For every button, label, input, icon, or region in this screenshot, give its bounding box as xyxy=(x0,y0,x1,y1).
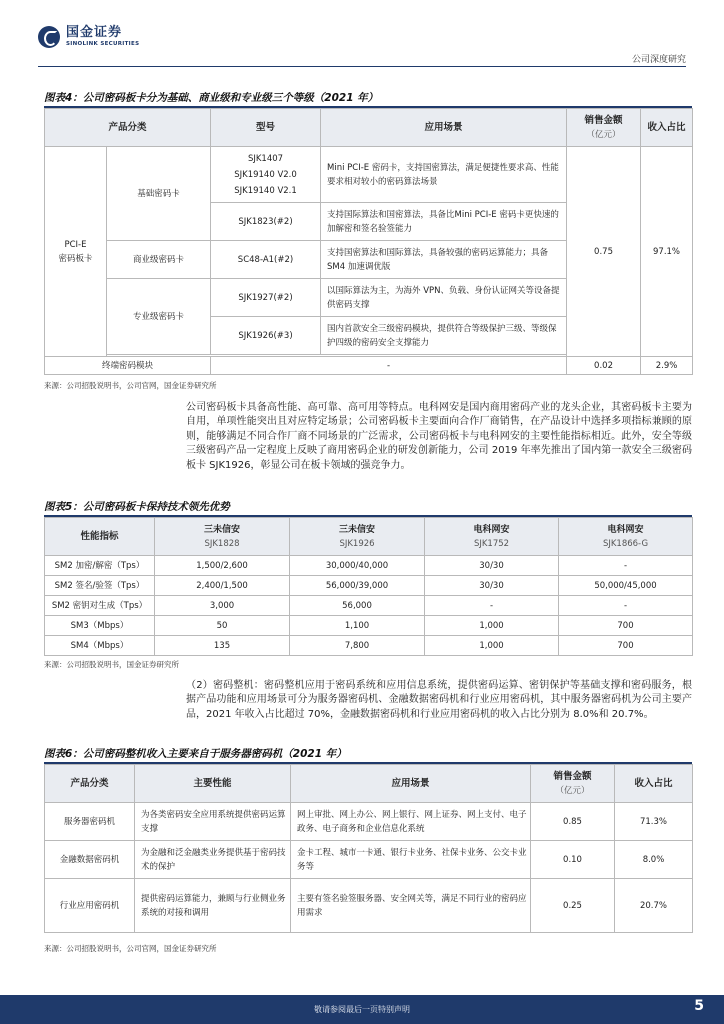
fig4-sjk1927-model: SJK1927(#2) xyxy=(211,279,321,317)
table-row xyxy=(45,357,693,375)
company-logo xyxy=(38,26,139,48)
fig6-scene: 网上审批、网上办公、网上银行、网上证券、网上支付、电子政务、电子商务和企业信息化系统 xyxy=(291,803,531,841)
table-row xyxy=(45,596,693,616)
fig5-cell: 30/30 xyxy=(425,556,559,576)
fig5-col-2 xyxy=(290,518,425,556)
fig5-col-3-model: SJK1752 xyxy=(473,538,510,549)
fig4-sjk1823-model: SJK1823(#2) xyxy=(211,203,321,241)
fig4-header-sales xyxy=(567,109,641,147)
fig6-source: 来源：公司招股说明书，公司官网，国金证券研究所 xyxy=(44,944,217,953)
fig6-performance: 为各类密码安全应用系统提供密码运算支撑 xyxy=(135,803,291,841)
fig6-share: 20.7% xyxy=(615,879,693,933)
table-row xyxy=(45,616,693,636)
fig4-category-pcie: PCI-E 密码板卡 xyxy=(45,147,107,357)
fig5-metric: SM2 加密/解密（Tps） xyxy=(45,556,155,576)
table-row xyxy=(45,147,693,203)
fig4-business-scene: 支持国密算法和国际算法，具备较强的密码运算能力；具备 SM4 加速调优版 xyxy=(321,241,567,279)
fig6-header-sales xyxy=(531,765,615,803)
fig4-terminal-label: 终端密码模块 xyxy=(45,357,211,375)
fig5-col-3-vendor: 电科网安 xyxy=(473,524,510,535)
fig4-source: 来源：公司招股说明书，公司官网，国金证券研究所 xyxy=(44,381,217,390)
fig6-scene: 主要有签名验签服务器、安全网关等，满足不同行业的密码应用需求 xyxy=(291,879,531,933)
fig5-col-4-vendor: 电科网安 xyxy=(607,524,644,535)
table-row xyxy=(45,636,693,656)
fig4-business-model: SC48-A1(#2) xyxy=(211,241,321,279)
fig5-cell: - xyxy=(559,596,693,616)
fig6-header-performance: 主要性能 xyxy=(135,765,291,803)
fig4-sjk1926-model: SJK1926(#3) xyxy=(211,317,321,355)
fig6-sales: 0.10 xyxy=(531,841,615,879)
body-paragraph-2: （2）密码整机：密码整机应用于密码系统和应用信息系统，提供密码运算、密钥保护等基础支撑和密码服务，根据产品功能和应用场景可分为服务器密码机、金融数据密码机和行业应用密码机，其中服务器密码机为公司主要产品，2021 年收入占比超过 70%，金融数据密码机和行业应用密码机的收入占比分别为 8.0%和 20.7%。 xyxy=(186,680,692,720)
logo-en: SINOLINK SECURITIES xyxy=(66,41,140,47)
fig5-cell: 56,000 xyxy=(290,596,425,616)
fig4-sjk1926-scene: 国内首款安全三级密码模块，提供符合等级保护三级、等级保护四级的密码安全支撑能力 xyxy=(321,317,567,355)
fig6-header-row xyxy=(45,765,693,803)
fig6-header-share: 收入占比 xyxy=(615,765,693,803)
fig5-metric: SM2 签名/验签（Tps） xyxy=(45,576,155,596)
fig6-header-scene: 应用场景 xyxy=(291,765,531,803)
footer-disclaimer: 敬请参阅最后一页特别声明 xyxy=(314,1005,410,1014)
fig6-header-category: 产品分类 xyxy=(45,765,135,803)
table-row xyxy=(45,841,693,879)
fig6-performance: 为金融和泛金融类业务提供基于密码技术的保护 xyxy=(135,841,291,879)
fig6-table xyxy=(44,764,693,933)
fig5-cell: - xyxy=(425,596,559,616)
fig6-title: 图表6：公司密码整机收入主要来自于服务器密码机（2021 年） xyxy=(44,748,347,760)
fig5-col-3 xyxy=(425,518,559,556)
logo-mark-icon xyxy=(38,26,60,48)
fig4-sjk1823-scene: 支持国际算法和国密算法，具备比Mini PCI-E 密码卡更快速的加解密和签名验签能力 xyxy=(321,203,567,241)
fig5-cell: 1,100 xyxy=(290,616,425,636)
fig6-share: 71.3% xyxy=(615,803,693,841)
fig5-cell: 7,800 xyxy=(290,636,425,656)
fig6-sales: 0.25 xyxy=(531,879,615,933)
fig5-col-1-vendor: 三未信安 xyxy=(203,524,240,535)
fig5-cell: 700 xyxy=(559,616,693,636)
fig4-terminal-scene: - xyxy=(211,357,567,375)
logo-cn: 国金证券 xyxy=(66,25,123,40)
table-row xyxy=(45,576,693,596)
header-divider xyxy=(38,66,686,67)
fig4-sjk1927-scene: 以国际算法为主，为海外 VPN、负载、身份认证网关等设备提供密码支撑 xyxy=(321,279,567,317)
fig5-col-2-model: SJK1926 xyxy=(339,538,375,549)
fig5-col-1 xyxy=(155,518,290,556)
fig6-share: 8.0% xyxy=(615,841,693,879)
fig4-pcie-share: 97.1% xyxy=(641,147,693,357)
fig4-header-sales-label: 销售金额 xyxy=(584,114,623,126)
fig5-cell: 1,000 xyxy=(425,616,559,636)
fig4-terminal-sales: 0.02 xyxy=(567,357,641,375)
fig4-header-category: 产品分类 xyxy=(45,109,211,147)
fig5-cell: 3,000 xyxy=(155,596,290,616)
fig5-cell: 50,000/45,000 xyxy=(559,576,693,596)
fig4-title: 图表4：公司密码板卡分为基础、商业级和专业级三个等级（2021 年） xyxy=(44,92,379,104)
fig6-performance: 提供密码运算能力，兼顾与行业侧业务系统的对接和调用 xyxy=(135,879,291,933)
fig4-header-share: 收入占比 xyxy=(641,109,693,147)
fig5-col-4-model: SJK1866-G xyxy=(602,538,649,549)
fig4-pro-label: 专业级密码卡 xyxy=(107,279,211,355)
fig5-source: 来源：公司招股说明书，国金证券研究所 xyxy=(44,660,179,669)
fig5-cell: 50 xyxy=(155,616,290,636)
fig5-col-4 xyxy=(559,518,693,556)
table-row xyxy=(45,879,693,933)
fig5-col-1-model: SJK1828 xyxy=(204,538,240,549)
fig4-header-scene: 应用场景 xyxy=(321,109,567,147)
fig4-basic-scene: Mini PCI-E 密码卡，支持国密算法，满足便捷性要求高、性能要求相对较小的密码算法场景 xyxy=(321,147,567,203)
fig4-basic-models: SJK1407 SJK19140 V2.0 SJK19140 V2.1 xyxy=(211,147,321,203)
fig5-title: 图表5：公司密码板卡保持技术领先优势 xyxy=(44,501,230,513)
fig4-table xyxy=(44,108,693,375)
fig5-cell: 30,000/40,000 xyxy=(290,556,425,576)
fig4-header-row xyxy=(45,109,693,147)
fig5-cell: 1,000 xyxy=(425,636,559,656)
fig4-pcie-sales: 0.75 xyxy=(567,147,641,357)
fig6-category: 金融数据密码机 xyxy=(45,841,135,879)
fig4-business-label: 商业级密码卡 xyxy=(107,241,211,279)
fig5-metric: SM4（Mbps） xyxy=(45,636,155,656)
fig6-scene: 金卡工程、城市一卡通、银行卡业务、社保卡业务、公交卡业务等 xyxy=(291,841,531,879)
fig5-cell: 135 xyxy=(155,636,290,656)
fig6-sales: 0.85 xyxy=(531,803,615,841)
body-paragraph-1: 公司密码板卡具备高性能、高可靠、高可用等特点。电科网安是国内商用密码产业的龙头企业，其密码板卡主要为自用，单项性能突出且对应特定场景；公司密码板卡主要面向合作厂商销售，在产品设计中选择多项指标兼顾的原则，能够满足不同合作厂商不同场景的广泛需求，公司密码板卡与电科网安的主要性能指标相近。此外，安全等级三级密码产品一定程度上反映了商用密码企业的研发创新能力，公司 2019 年率先推出了国内第一款安全三级密码板卡 SJK1926，彰显公司在板卡领域的强竞争力。 xyxy=(186,402,692,471)
fig5-cell: 1,500/2,600 xyxy=(155,556,290,576)
fig5-cell: - xyxy=(559,556,693,576)
table-row xyxy=(45,803,693,841)
fig5-cell: 700 xyxy=(559,636,693,656)
fig6-category: 服务器密码机 xyxy=(45,803,135,841)
fig4-header-model: 型号 xyxy=(211,109,321,147)
page-number: 5 xyxy=(694,998,704,1014)
fig6-header-sales-label: 销售金额 xyxy=(553,770,592,782)
fig5-cell: 2,400/1,500 xyxy=(155,576,290,596)
fig4-header-sales-unit: （亿元） xyxy=(586,129,621,140)
fig5-table xyxy=(44,517,693,656)
fig6-category: 行业应用密码机 xyxy=(45,879,135,933)
document-type: 公司深度研究 xyxy=(631,55,686,65)
table-row xyxy=(45,556,693,576)
fig5-cell: 56,000/39,000 xyxy=(290,576,425,596)
fig6-header-sales-unit: （亿元） xyxy=(555,785,590,796)
fig5-metric: SM3（Mbps） xyxy=(45,616,155,636)
fig4-terminal-share: 2.9% xyxy=(641,357,693,375)
fig5-header-row xyxy=(45,518,693,556)
fig5-cell: 30/30 xyxy=(425,576,559,596)
fig5-metric: SM2 密钥对生成（Tps） xyxy=(45,596,155,616)
fig5-col-2-vendor: 三未信安 xyxy=(338,524,375,535)
fig4-basic-label: 基础密码卡 xyxy=(107,147,211,241)
fig5-header-metric: 性能指标 xyxy=(45,518,155,556)
